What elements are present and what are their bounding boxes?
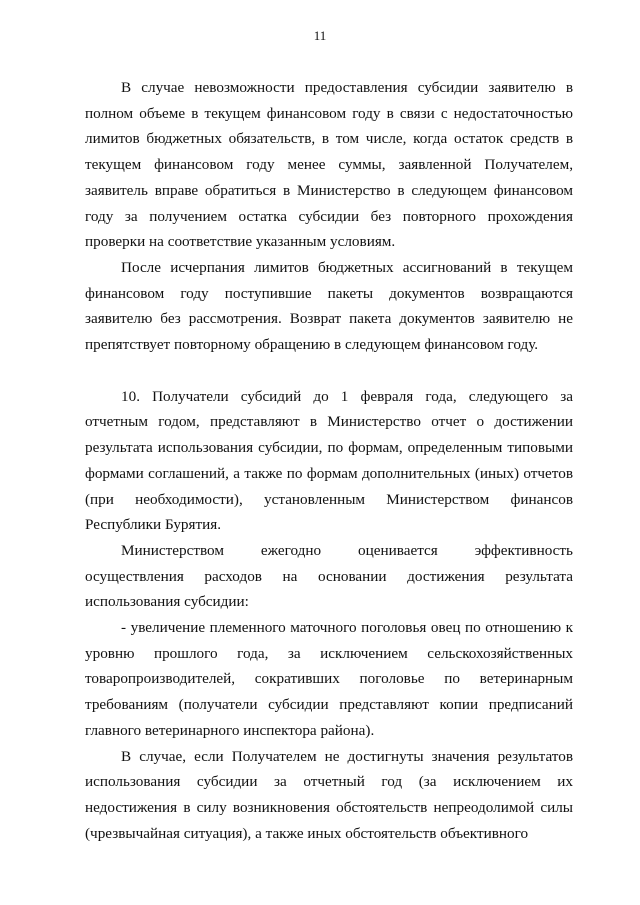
paragraph-limits-exhausted: После исчерпания лимитов бюджетных ассигнований в текущем финансовом году поступившие пакеты документов возвращаются заявителю без рассмотрения. Возврат пакета документов заявителю не препятствует повторному обращению в следующем финансовом году. (85, 258, 573, 354)
document-body (85, 75, 573, 846)
paragraph-efficiency-evaluation: Министерством ежегодно оценивается эффективность осуществления расходов на основании достижения результата использования субсидии: (85, 541, 573, 611)
paragraph-item-10-reporting: 10. Получатели субсидий до 1 февраля года, следующего за отчетным годом, представляют в Министерство отчет о достижении результата использования субсидии, по формам, определенным типовыми формами соглашений, а также по формам дополнительных (иных) отчетов (при необходимости), установленным Министерством финансов Республики Бурятия. (85, 387, 573, 534)
paragraph-result-indicator: - увеличение племенного маточного поголовья овец по отношению к уровню прошлого года, за исключением сельскохозяйственных товаропроизводителей, сокративших поголовье по ветеринарным требованиям (получатели субсидии представляют копии предписаний главного ветеринарного инспектора района). (85, 619, 573, 739)
page-number: 11 (313, 28, 327, 43)
paragraph-results-not-achieved: В случае, если Получателем не достигнуты значения результатов использования субсидии за отчетный год (за исключением их недостижения в силу возникновения обстоятельств непреодолимой силы (чрезвычайная ситуация), а также иных обстоятельств объективного (85, 747, 573, 842)
paragraph-subsidy-shortfall: В случае невозможности предоставления субсидии заявителю в полном объеме в текущем финансовом году в связи с недостаточностью лимитов бюджетных обязательств, в том числе, когда остаток средств в текущем финансовом году менее суммы, заявленной Получателем, заявитель вправе обратиться в Министерство в следующем финансовом году за получением остатка субсидии без повторного прохождения проверки на соответствие указанным условиям. (85, 79, 573, 251)
paragraph-spacer (85, 358, 573, 384)
